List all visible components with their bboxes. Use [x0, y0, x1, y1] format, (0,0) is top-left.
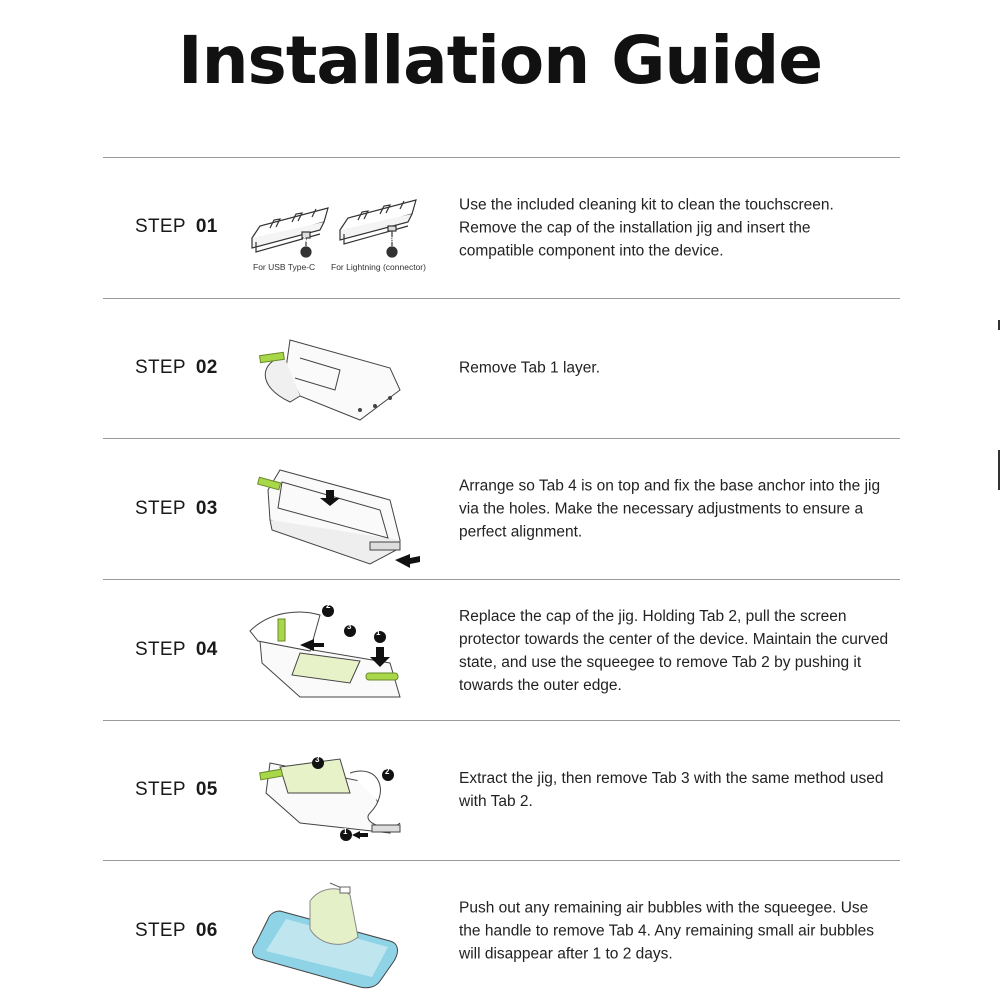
marker-1: 1: [343, 827, 348, 836]
step-description: Extract the jig, then remove Tab 3 with the same method used with Tab 2.: [459, 770, 884, 810]
step-label: STEP 04: [135, 639, 218, 660]
page-title: Installation Guide: [178, 22, 822, 99]
remove-tab1-illustration: [240, 318, 440, 438]
step-label: STEP 02: [135, 357, 218, 378]
step-number: 04: [195, 639, 218, 660]
step-number: 01: [195, 216, 218, 237]
step-label: STEP 05: [135, 779, 218, 800]
badge-b-label: B: [389, 237, 395, 244]
step-description: Replace the cap of the jig. Holding Tab 2, pull the screen protector towards the center of the device. Maintain the curved state, and use the squeegee to remove Tab 2 by pushing it towards the outer edge.: [459, 608, 889, 694]
badge-a-icon: [301, 247, 311, 257]
align-device-illustration: [240, 455, 440, 575]
marker-3: 3: [347, 622, 352, 631]
step-description: Arrange so Tab 4 is on top and fix the base anchor into the jig via the holes. Make the necessary adjustments to ensure a perfect alignment.: [459, 477, 881, 541]
step-number: 02: [195, 357, 218, 378]
step-label: STEP 01: [135, 216, 218, 237]
badge-a-label: A: [302, 237, 308, 244]
divider: [103, 438, 900, 439]
caption-lightning: For Lightning (connector): [331, 262, 426, 272]
remove-tab3-illustration: [240, 738, 440, 858]
jig-components-illustration: [240, 180, 440, 300]
step-label: STEP 03: [135, 498, 218, 519]
badge-b-icon: [387, 247, 397, 257]
divider: [103, 298, 900, 299]
marker-2: 2: [326, 601, 331, 610]
step-description: Push out any remaining air bubbles with the squeegee. Use the handle to remove Tab 4. Any remaining small air bubbles will disappear after 1 to 2 days.: [459, 899, 875, 963]
step-number: 06: [195, 920, 218, 941]
step-number: 03: [195, 498, 218, 519]
divider: [103, 157, 900, 158]
step-label: STEP 06: [135, 920, 218, 941]
divider: [103, 720, 900, 721]
marker-2: 2: [385, 767, 390, 776]
step-description: Use the included cleaning kit to clean the touchscreen. Remove the cap of the installation jig and insert the compatible component into the device.: [459, 196, 834, 260]
finished-device-illustration: [240, 876, 440, 996]
marker-1: 1: [376, 628, 381, 637]
marker-3: 3: [315, 755, 320, 764]
divider: [103, 860, 900, 861]
step-number: 05: [195, 779, 218, 800]
apply-protector-illustration: [240, 596, 440, 716]
divider: [103, 579, 900, 580]
step-description: Remove Tab 1 layer.: [459, 359, 601, 377]
caption-usb-c: For USB Type-C: [253, 262, 316, 272]
